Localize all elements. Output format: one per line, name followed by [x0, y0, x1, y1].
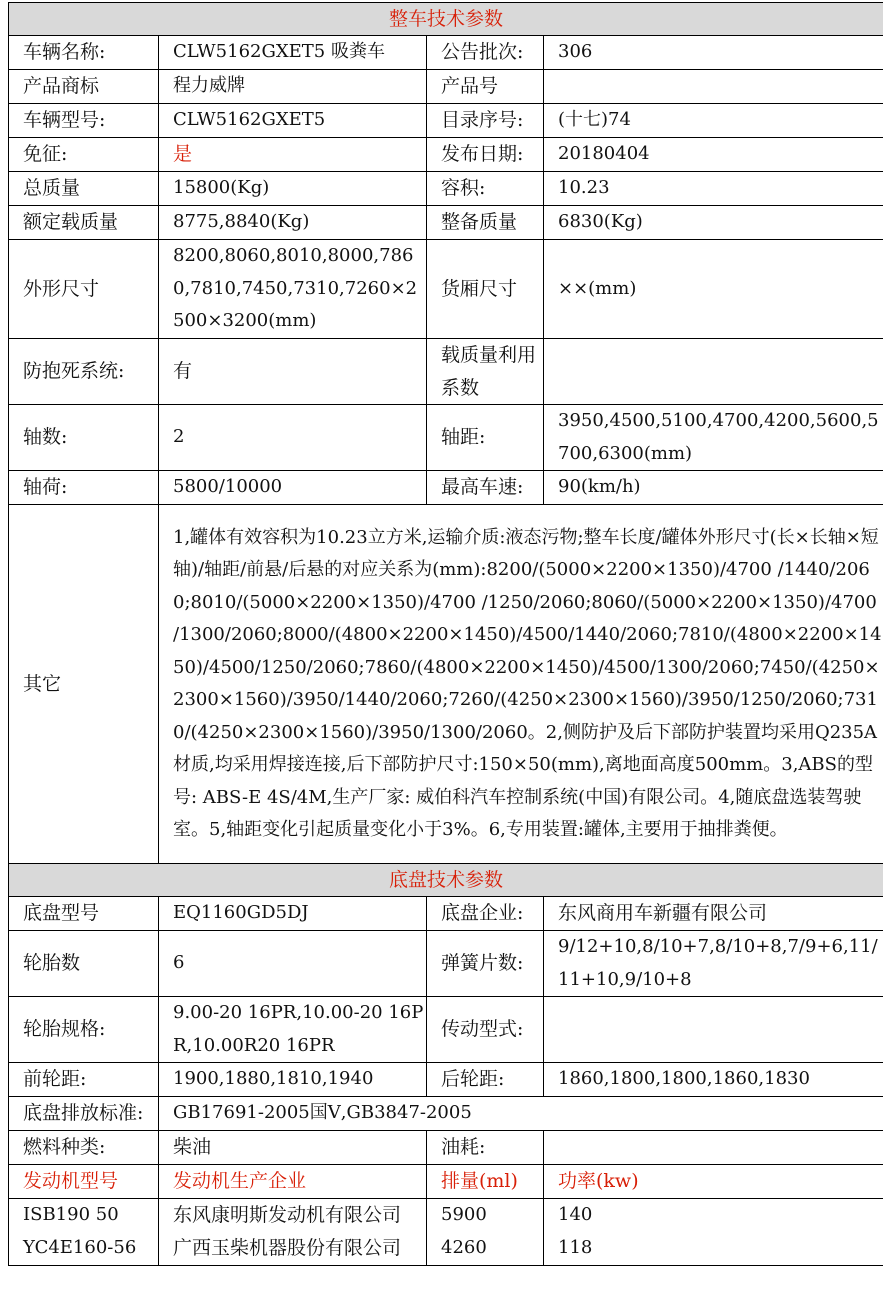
field-value: ××(mm) [544, 240, 883, 339]
field-label: 轴距: [427, 405, 544, 471]
field-value [544, 997, 883, 1063]
vehicle-section-header [9, 3, 883, 36]
field-label: 容积: [427, 172, 544, 206]
field-value: EQ1160GD5DJ [159, 897, 427, 931]
chassis-section-header [9, 864, 883, 897]
field-label: 轮胎数 [9, 931, 159, 997]
field-label: 车辆名称: [9, 36, 159, 70]
engine-model: ISB190 50 [9, 1199, 159, 1233]
engine-row [9, 1199, 883, 1233]
other-label: 其它 [9, 505, 159, 864]
field-value [544, 339, 883, 405]
engine-maker: 广西玉柴机器股份有限公司 [159, 1232, 427, 1266]
field-label: 防抱死系统: [9, 339, 159, 405]
emission-value: GB17691-2005国Ⅴ,GB3847-2005 [159, 1097, 883, 1131]
field-value: 2 [159, 405, 427, 471]
spec-row [9, 104, 883, 138]
chassis-section-title: 底盘技术参数 [9, 864, 883, 897]
spec-row [9, 138, 883, 172]
field-label: 公告批次: [427, 36, 544, 70]
field-value: 1900,1880,1810,1940 [159, 1063, 427, 1097]
field-label: 底盘企业: [427, 897, 544, 931]
spec-row [9, 172, 883, 206]
fuel-label: 燃料种类: [9, 1131, 159, 1165]
engine-header-maker: 发动机生产企业 [159, 1165, 427, 1199]
field-label: 发布日期: [427, 138, 544, 172]
spec-row [9, 931, 883, 997]
fuel-value: 柴油 [159, 1131, 427, 1165]
field-label: 最高车速: [427, 471, 544, 505]
engine-header-displacement: 排量(ml) [427, 1165, 544, 1199]
field-label: 外形尺寸 [9, 240, 159, 339]
spec-row [9, 70, 883, 104]
field-value: 90(km/h) [544, 471, 883, 505]
field-label: 目录序号: [427, 104, 544, 138]
field-value: 1860,1800,1800,1860,1830 [544, 1063, 883, 1097]
spec-sheet [8, 2, 883, 1266]
field-value [544, 70, 883, 104]
emission-row [9, 1097, 883, 1131]
field-value: 15800(Kg) [159, 172, 427, 206]
engine-power: 140 [544, 1199, 883, 1233]
field-value: 3950,4500,5100,4700,4200,5600,5700,6300(mm) [544, 405, 883, 471]
engine-row [9, 1232, 883, 1266]
field-label: 货厢尺寸 [427, 240, 544, 339]
field-label: 整备质量 [427, 206, 544, 240]
other-description: 1,罐体有效容积为10.23立方米,运输介质:液态污物;整车长度/罐体外形尺寸(长×长轴×短轴)/轴距/前悬/后悬的对应关系为(mm):8200/(5000×2200×1350)/4700 /1440/2060;8010/(5000×2200×1350)/4700 /1250/2060;8060/(5000×2200×1350)/4700 /1300/2060;8000/(4800×2200×1450)/4500/1440/2060;7810/(4800×2200×1450)/4500/1250/2060;7860/(4800×2200×1450)/4500/1300/2060;7450/(4250×2300×1560)/3950/1440/2060;7260/(4250×2300×1560)/3950/1250/2060;7310/(4250×2300×1560)/3950/1300/2060。2,侧防护及后下部防护装置均采用Q235A材质,均采用焊接连接,后下部防护尺寸:150×50(mm),离地面高度500mm。3,ABS的型号: ABS-E 4S/4M,生产厂家: 威伯科汽车控制系统(中国)有限公司。4,随底盘选装驾驶室。5,轴距变化引起质量变化小于3%。6,专用装置:罐体,主要用于抽排粪便。 [159, 505, 883, 864]
field-label: 轴数: [9, 405, 159, 471]
field-value: 9/12+10,8/10+7,8/10+8,7/9+6,11/11+10,9/10+8 [544, 931, 883, 997]
field-label: 轴荷: [9, 471, 159, 505]
other-row [9, 505, 883, 864]
engine-model: YC4E160-56 [9, 1232, 159, 1266]
spec-row [9, 36, 883, 70]
field-value: 6 [159, 931, 427, 997]
field-value: 9.00-20 16PR,10.00-20 16PR,10.00R20 16PR [159, 997, 427, 1063]
consumption-label: 油耗: [427, 1131, 544, 1165]
field-label: 免征: [9, 138, 159, 172]
engine-power: 118 [544, 1232, 883, 1266]
spec-row [9, 240, 883, 339]
field-value: 6830(Kg) [544, 206, 883, 240]
field-label: 弹簧片数: [427, 931, 544, 997]
spec-row [9, 1063, 883, 1097]
spec-row [9, 897, 883, 931]
field-label: 轮胎规格: [9, 997, 159, 1063]
engine-header-model: 发动机型号 [9, 1165, 159, 1199]
field-label: 总质量 [9, 172, 159, 206]
field-value: 东风商用车新疆有限公司 [544, 897, 883, 931]
field-label: 载质量利用系数 [427, 339, 544, 405]
field-value: 8200,8060,8010,8000,7860,7810,7450,7310,7260×2500×3200(mm) [159, 240, 427, 339]
engine-displacement: 4260 [427, 1232, 544, 1266]
field-value: 有 [159, 339, 427, 405]
engine-header-power: 功率(kw) [544, 1165, 883, 1199]
emission-label: 底盘排放标准: [9, 1097, 159, 1131]
field-value: 10.23 [544, 172, 883, 206]
exemption-value: 是 [159, 138, 427, 172]
spec-row [9, 997, 883, 1063]
spec-row [9, 339, 883, 405]
field-label: 前轮距: [9, 1063, 159, 1097]
field-label: 底盘型号 [9, 897, 159, 931]
field-value: 8775,8840(Kg) [159, 206, 427, 240]
spec-table [8, 2, 883, 1266]
field-label: 产品商标 [9, 70, 159, 104]
field-value: CLW5162GXET5 吸粪车 [159, 36, 427, 70]
fuel-row [9, 1131, 883, 1165]
field-value: 20180404 [544, 138, 883, 172]
engine-maker: 东风康明斯发动机有限公司 [159, 1199, 427, 1233]
field-value: 5800/10000 [159, 471, 427, 505]
field-value: (十七)74 [544, 104, 883, 138]
vehicle-section-title: 整车技术参数 [9, 3, 883, 36]
spec-row [9, 471, 883, 505]
spec-row [9, 405, 883, 471]
field-value: 306 [544, 36, 883, 70]
field-value: CLW5162GXET5 [159, 104, 427, 138]
field-label: 额定载质量 [9, 206, 159, 240]
field-label: 后轮距: [427, 1063, 544, 1097]
field-label: 传动型式: [427, 997, 544, 1063]
engine-displacement: 5900 [427, 1199, 544, 1233]
field-label: 产品号 [427, 70, 544, 104]
spec-row [9, 206, 883, 240]
engine-header-row [9, 1165, 883, 1199]
field-value: 程力威牌 [159, 70, 427, 104]
field-label: 车辆型号: [9, 104, 159, 138]
consumption-value [544, 1131, 883, 1165]
